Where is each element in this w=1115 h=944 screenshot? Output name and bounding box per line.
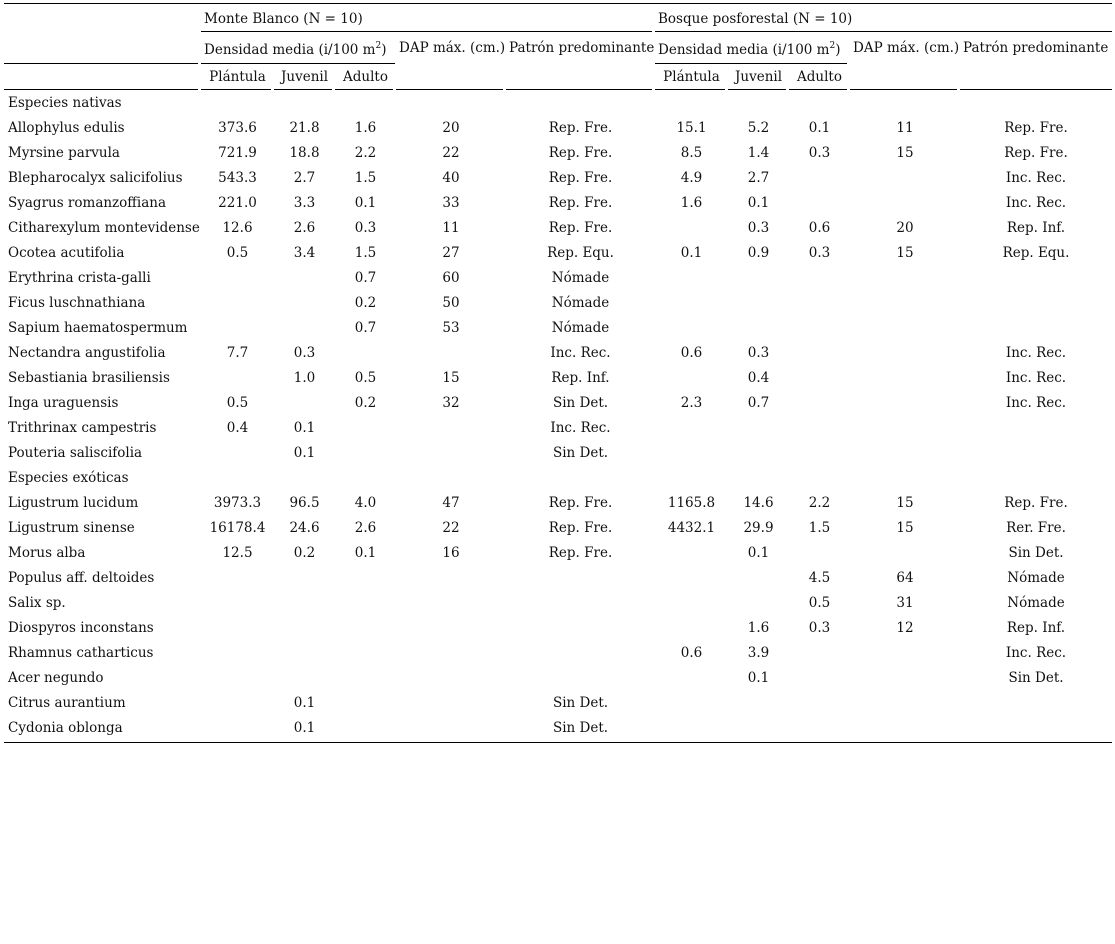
monte-blanco-adulto-cell: 1.5 xyxy=(354,245,377,261)
species-name: Myrsine parvula xyxy=(8,145,120,161)
bosque-dap-cell: 20 xyxy=(896,220,914,236)
bosque-plantula-cell: 15.1 xyxy=(676,120,707,136)
species-name: Citrus aurantium xyxy=(8,695,126,711)
monte-blanco-juvenil-cell: 0.1 xyxy=(293,420,316,436)
density-rule-monte-blanco xyxy=(201,63,395,64)
subheader-rule-bp-adulto xyxy=(789,89,847,90)
monte-blanco-dap-cell: 60 xyxy=(442,270,460,286)
bosque-pattern-cell: Rep. Fre. xyxy=(1004,495,1068,511)
monte-blanco-adulto-cell: 0.3 xyxy=(354,220,377,236)
group-title-bosque: Bosque posforestal (N = 10) xyxy=(658,11,853,27)
species-name: Syagrus romanzoffiana xyxy=(8,195,166,211)
monte-blanco-pattern-cell: Sin Det. xyxy=(552,720,609,736)
monte-blanco-dap-cell: 32 xyxy=(442,395,460,411)
density-header-text: Densidad media (i/100 m xyxy=(204,42,376,58)
species-name: Trithrinax campestris xyxy=(8,420,157,436)
density-header-sup: 2 xyxy=(829,41,836,51)
group-rule-monte-blanco xyxy=(201,31,652,32)
monte-blanco-adulto-cell: 0.1 xyxy=(354,545,377,561)
bosque-adulto-cell: 0.3 xyxy=(808,245,831,261)
bosque-adulto-cell: 0.3 xyxy=(808,620,831,636)
monte-blanco-adulto-cell: 0.7 xyxy=(354,270,377,286)
monte-blanco-plantula-cell: 0.5 xyxy=(226,395,249,411)
bosque-adulto-cell: 0.5 xyxy=(808,595,831,611)
monte-blanco-pattern-cell: Rep. Fre. xyxy=(548,545,613,561)
bosque-plantula-cell: 0.6 xyxy=(680,645,703,661)
subheader-rule-bp-pattern xyxy=(960,89,1112,90)
bosque-dap-cell: 11 xyxy=(896,120,914,136)
monte-blanco-pattern-cell: Sin Det. xyxy=(552,695,609,711)
bosque-pattern-cell: Inc. Rec. xyxy=(1005,345,1067,361)
monte-blanco-adulto-cell: 0.5 xyxy=(354,370,377,386)
bosque-plantula-cell: 1.6 xyxy=(680,195,703,211)
bosque-dap-cell: 15 xyxy=(896,520,914,536)
pattern-header-bosque: Patrón predominante xyxy=(963,40,1109,56)
bosque-adulto-cell: 4.5 xyxy=(808,570,831,586)
bosque-dap-cell: 64 xyxy=(896,570,914,586)
monte-blanco-adulto-cell: 4.0 xyxy=(354,495,377,511)
bosque-pattern-cell: Inc. Rec. xyxy=(1005,370,1067,386)
subheader-rule-mb-dap xyxy=(396,89,503,90)
monte-blanco-juvenil-cell: 18.8 xyxy=(289,145,320,161)
monte-blanco-pattern-cell: Rep. Fre. xyxy=(548,145,613,161)
monte-blanco-adulto-cell: 0.2 xyxy=(354,295,377,311)
monte-blanco-adulto-cell: 1.6 xyxy=(354,120,377,136)
monte-blanco-juvenil-cell: 0.1 xyxy=(293,720,316,736)
bosque-plantula-cell: 4.9 xyxy=(680,170,703,186)
monte-blanco-dap-cell: 15 xyxy=(442,370,460,386)
monte-blanco-adulto-cell: 2.2 xyxy=(354,145,377,161)
monte-blanco-juvenil-cell: 2.6 xyxy=(293,220,316,236)
plantula-header-bosque: Plántula xyxy=(663,69,720,85)
species-name: Ligustrum sinense xyxy=(8,520,135,536)
species-name: Allophylus edulis xyxy=(8,120,125,136)
subheader-rule-bp-dap xyxy=(850,89,957,90)
monte-blanco-juvenil-cell: 3.3 xyxy=(293,195,316,211)
adulto-header-monte-blanco: Adulto xyxy=(343,69,388,85)
bosque-pattern-cell: Rep. Equ. xyxy=(1002,245,1070,261)
subheader-rule-label xyxy=(4,89,198,90)
top-rule xyxy=(4,3,1112,4)
bosque-pattern-cell: Rep. Inf. xyxy=(1006,620,1066,636)
bosque-pattern-cell: Sin Det. xyxy=(1008,545,1064,561)
bosque-pattern-cell: Inc. Rec. xyxy=(1005,645,1067,661)
subheader-rule-mb-adulto xyxy=(335,89,393,90)
monte-blanco-pattern-cell: Sin Det. xyxy=(552,395,609,411)
bosque-pattern-cell: Rer. Fre. xyxy=(1006,520,1066,536)
monte-blanco-adulto-cell: 0.1 xyxy=(354,195,377,211)
monte-blanco-plantula-cell: 12.5 xyxy=(222,545,253,561)
monte-blanco-plantula-cell: 373.6 xyxy=(218,120,257,136)
monte-blanco-adulto-cell: 1.5 xyxy=(354,170,377,186)
bosque-pattern-cell: Rep. Fre. xyxy=(1004,145,1068,161)
pattern-header-monte-blanco: Patrón predominante xyxy=(509,40,655,56)
header-rule-left xyxy=(4,63,198,64)
monte-blanco-juvenil-cell: 0.1 xyxy=(293,445,316,461)
monte-blanco-adulto-cell: 2.6 xyxy=(354,520,377,536)
monte-blanco-pattern-cell: Nómade xyxy=(551,295,610,311)
bosque-juvenil-cell: 0.7 xyxy=(747,395,770,411)
monte-blanco-pattern-cell: Nómade xyxy=(551,320,610,336)
density-header-close: ) xyxy=(381,42,387,58)
dap-header-bosque: DAP máx. (cm.) xyxy=(853,40,960,56)
bosque-plantula-cell: 8.5 xyxy=(680,145,703,161)
bosque-adulto-cell: 1.5 xyxy=(808,520,831,536)
monte-blanco-pattern-cell: Rep. Equ. xyxy=(547,245,614,261)
species-name: Acer negundo xyxy=(8,670,104,686)
bosque-adulto-cell: 0.3 xyxy=(808,145,831,161)
density-header-text: Densidad media (i/100 m xyxy=(658,42,830,58)
species-name: Blepharocalyx salicifolius xyxy=(8,170,183,186)
species-name: Sebastiania brasiliensis xyxy=(8,370,170,386)
species-name: Morus alba xyxy=(8,545,86,561)
bosque-juvenil-cell: 0.3 xyxy=(747,220,770,236)
monte-blanco-dap-cell: 11 xyxy=(442,220,460,236)
monte-blanco-dap-cell: 47 xyxy=(442,495,460,511)
plantula-header-monte-blanco: Plántula xyxy=(209,69,266,85)
monte-blanco-adulto-cell: 0.2 xyxy=(354,395,377,411)
monte-blanco-plantula-cell: 221.0 xyxy=(218,195,257,211)
monte-blanco-dap-cell: 53 xyxy=(442,320,460,336)
species-name: Pouteria saliscifolia xyxy=(8,445,143,461)
bosque-dap-cell: 15 xyxy=(896,145,914,161)
section-label: Especies exóticas xyxy=(8,470,129,486)
species-name: Sapium haematospermum xyxy=(8,320,188,336)
bosque-pattern-cell: Inc. Rec. xyxy=(1005,170,1067,186)
monte-blanco-juvenil-cell: 3.4 xyxy=(293,245,316,261)
monte-blanco-pattern-cell: Rep. Fre. xyxy=(548,120,613,136)
bosque-juvenil-cell: 14.6 xyxy=(743,495,774,511)
subheader-rule-bp-plantula xyxy=(655,89,725,90)
bosque-pattern-cell: Nómade xyxy=(1007,595,1065,611)
bosque-juvenil-cell: 0.1 xyxy=(747,195,770,211)
bosque-juvenil-cell: 0.1 xyxy=(747,670,770,686)
monte-blanco-dap-cell: 20 xyxy=(442,120,460,136)
species-name: Rhamnus catharticus xyxy=(8,645,154,661)
monte-blanco-plantula-cell: 3973.3 xyxy=(213,495,262,511)
monte-blanco-plantula-cell: 721.9 xyxy=(218,145,257,161)
monte-blanco-dap-cell: 50 xyxy=(442,295,460,311)
bosque-dap-cell: 15 xyxy=(896,495,914,511)
subheader-rule-mb-juvenil xyxy=(274,89,332,90)
bosque-dap-cell: 31 xyxy=(896,595,914,611)
bosque-adulto-cell: 0.6 xyxy=(808,220,831,236)
bosque-juvenil-cell: 1.6 xyxy=(747,620,770,636)
species-name: Citharexylum montevidense xyxy=(8,220,200,236)
monte-blanco-pattern-cell: Rep. Fre. xyxy=(548,195,613,211)
bosque-pattern-cell: Sin Det. xyxy=(1008,670,1064,686)
monte-blanco-juvenil-cell: 2.7 xyxy=(293,170,316,186)
monte-blanco-juvenil-cell: 0.3 xyxy=(293,345,316,361)
dap-header-monte-blanco: DAP máx. (cm.) xyxy=(399,40,506,56)
monte-blanco-pattern-cell: Nómade xyxy=(551,270,610,286)
species-name: Nectandra angustifolia xyxy=(8,345,166,361)
bosque-juvenil-cell: 0.3 xyxy=(747,345,770,361)
bosque-pattern-cell: Inc. Rec. xyxy=(1005,395,1067,411)
bosque-plantula-cell: 0.1 xyxy=(680,245,703,261)
density-header-bosque xyxy=(658,42,840,58)
monte-blanco-plantula-cell: 12.6 xyxy=(222,220,253,236)
group-rule-bosque xyxy=(655,31,1112,32)
species-name: Ligustrum lucidum xyxy=(8,495,139,511)
monte-blanco-plantula-cell: 0.4 xyxy=(226,420,249,436)
monte-blanco-juvenil-cell: 1.0 xyxy=(293,370,316,386)
species-name: Diospyros inconstans xyxy=(8,620,154,636)
monte-blanco-pattern-cell: Rep. Fre. xyxy=(548,520,613,536)
bosque-juvenil-cell: 0.1 xyxy=(747,545,770,561)
bosque-juvenil-cell: 3.9 xyxy=(747,645,770,661)
bosque-juvenil-cell: 5.2 xyxy=(747,120,770,136)
monte-blanco-dap-cell: 22 xyxy=(442,145,460,161)
juvenil-header-monte-blanco: Juvenil xyxy=(280,69,329,85)
bosque-pattern-cell: Inc. Rec. xyxy=(1005,195,1067,211)
density-header-monte-blanco xyxy=(204,42,386,58)
monte-blanco-dap-cell: 27 xyxy=(442,245,460,261)
species-name: Populus aff. deltoides xyxy=(8,570,155,586)
density-rule-bosque xyxy=(655,63,847,64)
bosque-pattern-cell: Rep. Fre. xyxy=(1004,120,1068,136)
bottom-rule xyxy=(4,742,1112,743)
monte-blanco-plantula-cell: 7.7 xyxy=(226,345,249,361)
monte-blanco-dap-cell: 16 xyxy=(442,545,460,561)
monte-blanco-dap-cell: 40 xyxy=(442,170,460,186)
juvenil-header-bosque: Juvenil xyxy=(734,69,783,85)
subheader-rule-bp-juvenil xyxy=(728,89,786,90)
monte-blanco-pattern-cell: Rep. Fre. xyxy=(548,495,613,511)
bosque-plantula-cell: 0.6 xyxy=(680,345,703,361)
bosque-adulto-cell: 2.2 xyxy=(808,495,831,511)
monte-blanco-juvenil-cell: 0.2 xyxy=(293,545,316,561)
species-name: Salix sp. xyxy=(8,595,66,611)
bosque-juvenil-cell: 29.9 xyxy=(743,520,774,536)
bosque-juvenil-cell: 2.7 xyxy=(747,170,770,186)
bosque-dap-cell: 15 xyxy=(896,245,914,261)
monte-blanco-pattern-cell: Rep. Fre. xyxy=(548,220,613,236)
bosque-juvenil-cell: 0.9 xyxy=(747,245,770,261)
monte-blanco-dap-cell: 33 xyxy=(442,195,460,211)
group-title-monte-blanco: Monte Blanco (N = 10) xyxy=(204,11,363,27)
bosque-pattern-cell: Nómade xyxy=(1007,570,1065,586)
monte-blanco-pattern-cell: Sin Det. xyxy=(552,445,609,461)
species-name: Inga uraguensis xyxy=(8,395,119,411)
bosque-adulto-cell: 0.1 xyxy=(808,120,831,136)
monte-blanco-pattern-cell: Inc. Rec. xyxy=(550,345,611,361)
bosque-plantula-cell: 4432.1 xyxy=(667,520,716,536)
species-name: Cydonia oblonga xyxy=(8,720,123,736)
subheader-rule-mb-plantula xyxy=(201,89,271,90)
monte-blanco-pattern-cell: Rep. Fre. xyxy=(548,170,613,186)
bosque-plantula-cell: 1165.8 xyxy=(667,495,716,511)
adulto-header-bosque: Adulto xyxy=(797,69,842,85)
bosque-dap-cell: 12 xyxy=(896,620,914,636)
density-header-close: ) xyxy=(835,42,841,58)
density-header-sup: 2 xyxy=(375,41,382,51)
monte-blanco-adulto-cell: 0.7 xyxy=(354,320,377,336)
bosque-plantula-cell: 2.3 xyxy=(680,395,703,411)
species-name: Ficus luschnathiana xyxy=(8,295,146,311)
monte-blanco-juvenil-cell: 21.8 xyxy=(289,120,320,136)
bosque-juvenil-cell: 0.4 xyxy=(747,370,770,386)
monte-blanco-juvenil-cell: 0.1 xyxy=(293,695,316,711)
monte-blanco-dap-cell: 22 xyxy=(442,520,460,536)
monte-blanco-plantula-cell: 0.5 xyxy=(226,245,249,261)
monte-blanco-pattern-cell: Rep. Inf. xyxy=(551,370,610,386)
species-name: Ocotea acutifolia xyxy=(8,245,125,261)
monte-blanco-juvenil-cell: 24.6 xyxy=(289,520,320,536)
bosque-juvenil-cell: 1.4 xyxy=(747,145,770,161)
monte-blanco-plantula-cell: 16178.4 xyxy=(209,520,266,536)
bosque-pattern-cell: Rep. Inf. xyxy=(1006,220,1066,236)
section-label: Especies nativas xyxy=(8,95,122,111)
species-name: Erythrina crista-galli xyxy=(8,270,151,286)
subheader-rule-mb-pattern xyxy=(506,89,652,90)
monte-blanco-pattern-cell: Inc. Rec. xyxy=(550,420,611,436)
monte-blanco-plantula-cell: 543.3 xyxy=(218,170,257,186)
monte-blanco-juvenil-cell: 96.5 xyxy=(289,495,320,511)
